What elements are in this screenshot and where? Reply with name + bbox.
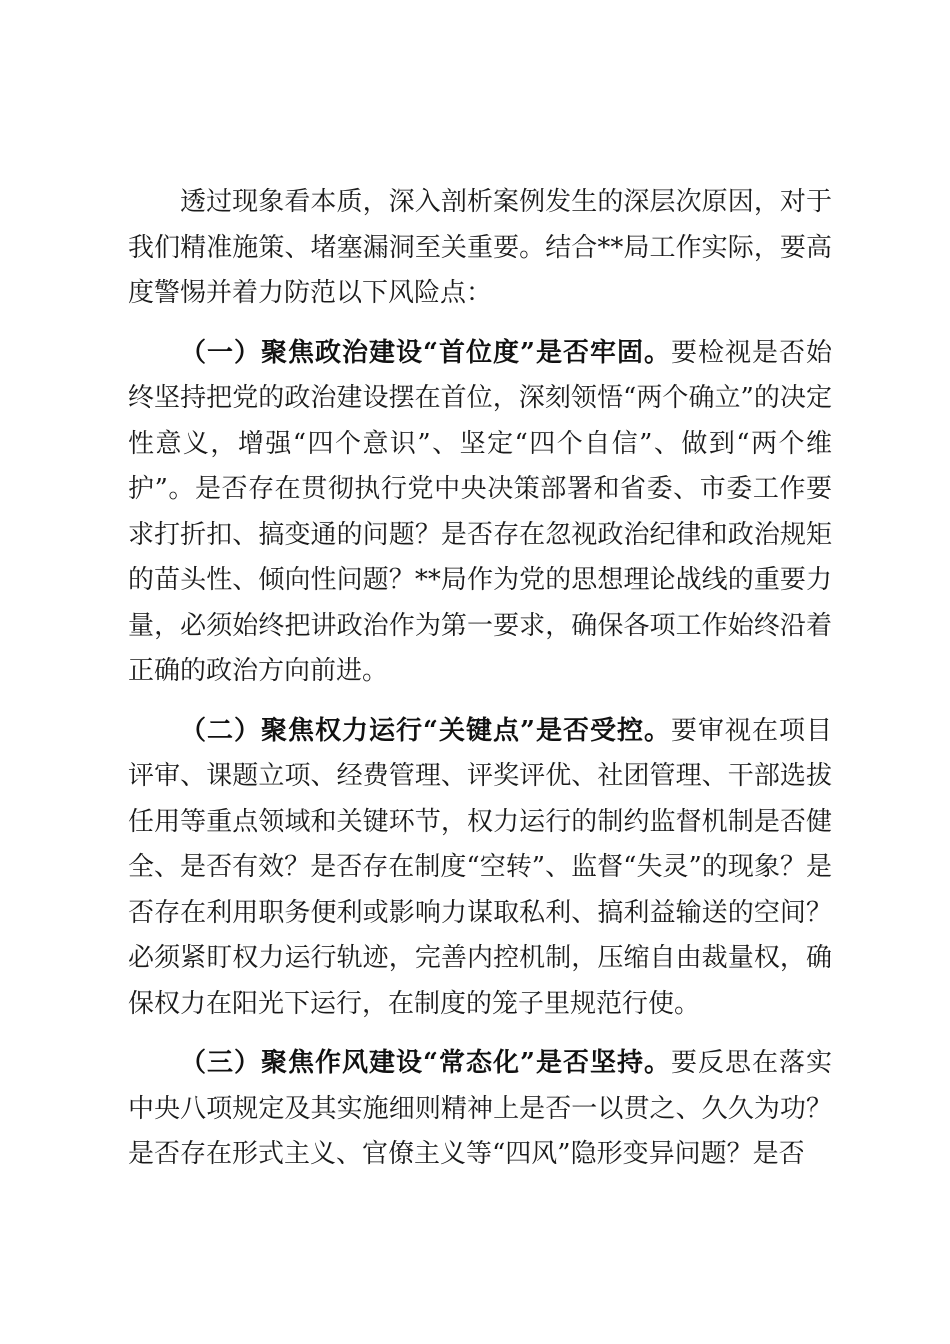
intro-paragraph-text: 透过现象看本质，深入剖析案例发生的深层次原因，对于我们精准施策、堵塞漏洞至关重要。结合**局工作实际，要高度警惕并着力防范以下风险点：	[128, 187, 832, 308]
intro-paragraph	[128, 180, 832, 317]
section-3-paragraph	[128, 1041, 832, 1178]
section-1-paragraph	[128, 331, 832, 695]
section-2-paragraph	[128, 709, 832, 1028]
section-3-heading: （三）聚焦作风建设“常态化”是否坚持。	[180, 1048, 671, 1078]
section-3-text: 要反思在落实中央八项规定及其实施细则精神上是否一以贯之、久久为功？是否存在形式主义、官僚主义等“四风”隐形变异问题？是否	[128, 1048, 832, 1169]
document-body	[128, 180, 832, 1192]
section-1-heading: （一）聚焦政治建设“首位度”是否牢固。	[180, 337, 671, 368]
section-2-text: 要审视在项目评审、课题立项、经费管理、评奖评优、社团管理、干部选拔任用等重点领域和关键环节，权力运行的制约监督机制是否健全、是否有效？是否存在制度“空转”、监督“失灵”的现象？是否存在利用职务便利或影响力谋取私利、搞利益输送的空间？必须紧盯权力运行轨迹，完善内控机制，压缩自由裁量权，确保权力在阳光下运行，在制度的笼子里规范行使。	[128, 715, 832, 1019]
section-2-heading: （二）聚焦权力运行“关键点”是否受控。	[180, 715, 671, 746]
section-1-text: 要检视是否始终坚持把党的政治建设摆在首位，深刻领悟“两个确立”的决定性意义，增强“四个意识”、坚定“四个自信”、做到“两个维护”。是否存在贯彻执行党中央决策部署和省委、市委工作要求打折扣、搞变通的问题？是否存在忽视政治纪律和政治规矩的苗头性、倾向性问题？**局作为党的思想理论战线的重要力量，必须始终把讲政治作为第一要求，确保各项工作始终沿着正确的政治方向前进。	[128, 337, 832, 686]
